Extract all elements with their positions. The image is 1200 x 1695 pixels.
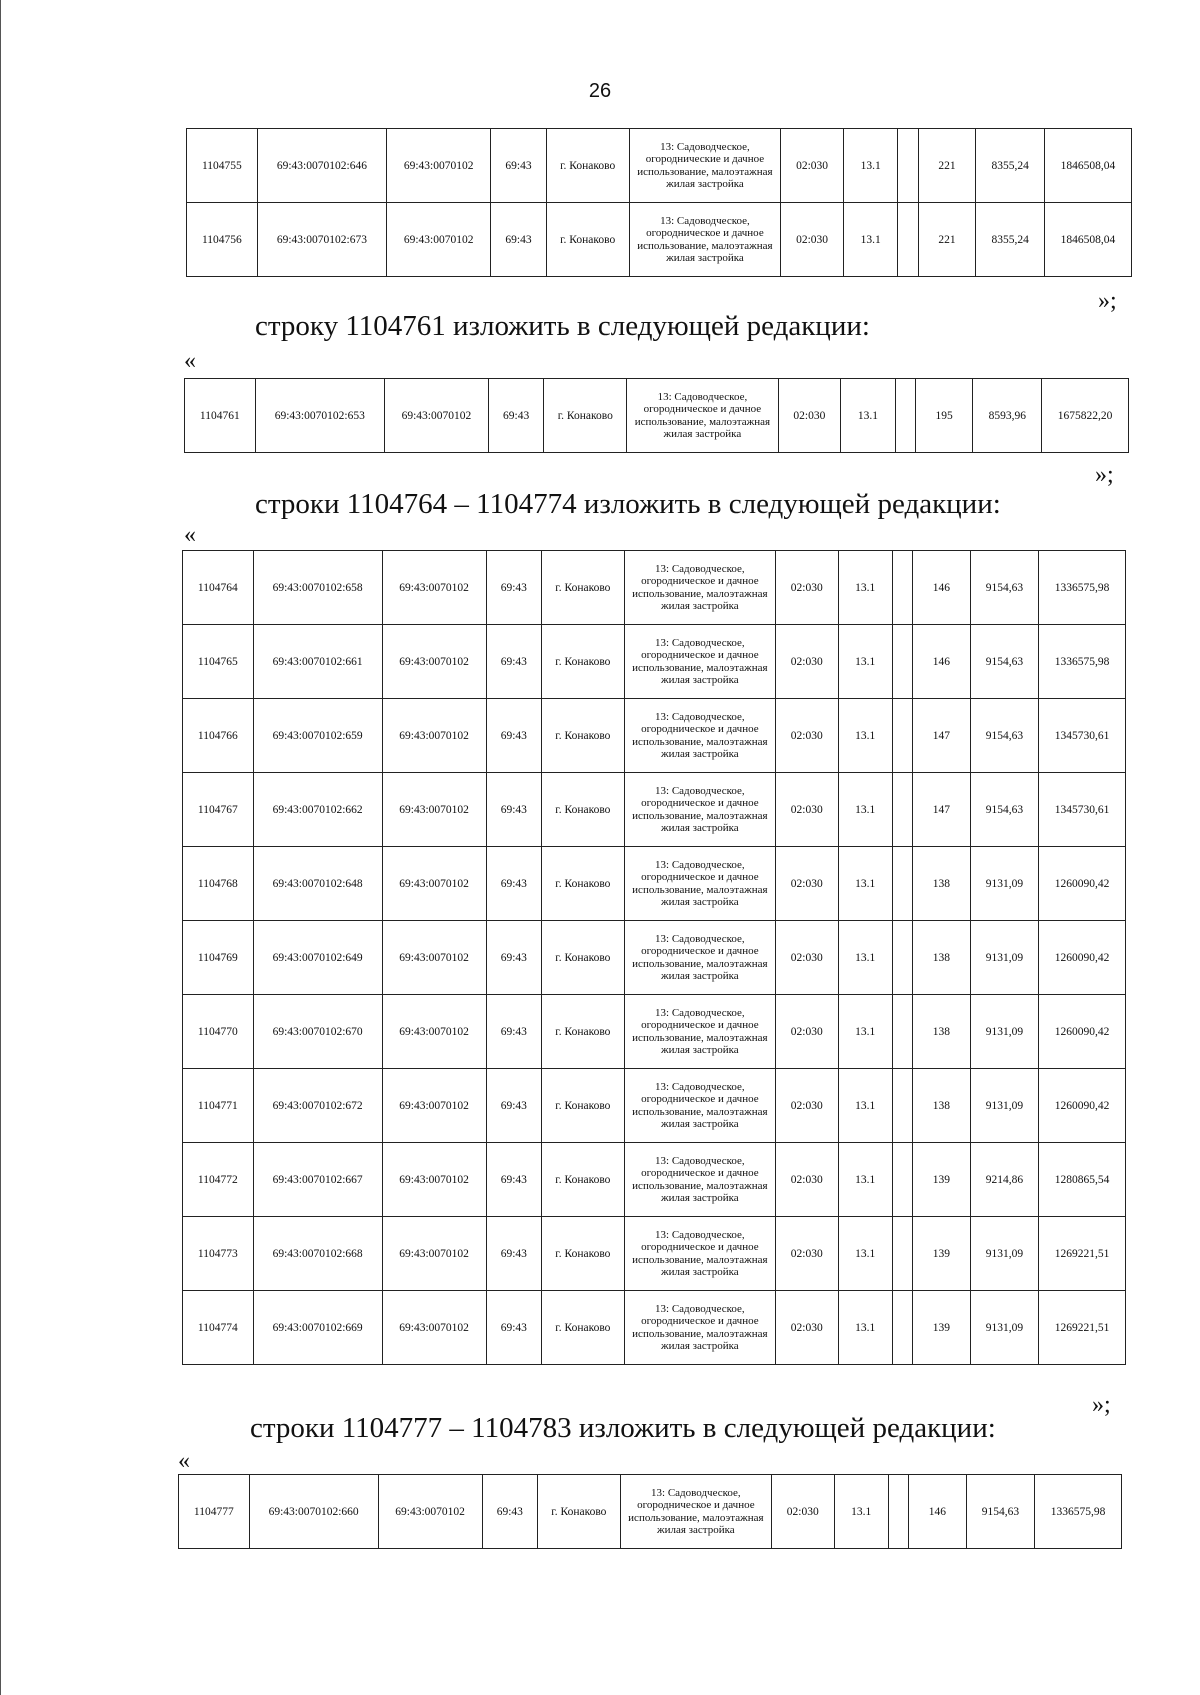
record-id-cell: 1104768: [183, 847, 254, 921]
city-cell: г. Конаково: [542, 995, 625, 1069]
area-cell: 221: [918, 129, 976, 203]
record-id-cell: 1104769: [183, 921, 254, 995]
table-row: [183, 1143, 1126, 1217]
unit-value-cell: 9131,09: [970, 1069, 1039, 1143]
empty-cell: [895, 379, 915, 453]
empty-cell: [898, 129, 918, 203]
city-cell: г. Конаково: [542, 1291, 625, 1365]
unit-value-cell: 9154,63: [970, 699, 1039, 773]
cadastral-block-cell: 69:43:0070102: [382, 1143, 486, 1217]
city-cell: г. Конаково: [542, 1217, 625, 1291]
city-cell: г. Конаково: [542, 773, 625, 847]
zone-code-cell: 02:030: [776, 773, 839, 847]
area-cell: 138: [913, 995, 970, 1069]
district-code-cell: 69:43: [486, 551, 541, 625]
record-id-cell: 1104756: [187, 203, 258, 277]
zone-code-cell: 02:030: [781, 129, 844, 203]
empty-cell: [892, 847, 912, 921]
district-code-cell: 69:43: [482, 1475, 537, 1549]
record-id-cell: 1104771: [183, 1069, 254, 1143]
record-id-cell: 1104755: [187, 129, 258, 203]
area-cell: 146: [909, 1475, 966, 1549]
unit-value-cell: 9214,86: [970, 1143, 1039, 1217]
cadastral-value-cell: 1846508,04: [1044, 203, 1131, 277]
table-row: [183, 1217, 1126, 1291]
empty-cell: [892, 1217, 912, 1291]
area-cell: 147: [913, 773, 970, 847]
group-cell: 13.1: [838, 921, 892, 995]
city-cell: г. Конаково: [544, 379, 627, 453]
cadastral-number-cell: 69:43:0070102:659: [253, 699, 382, 773]
group-cell: 13.1: [838, 699, 892, 773]
area-cell: 221: [918, 203, 976, 277]
property-table-1104761: [184, 378, 1129, 453]
city-cell: г. Конаково: [542, 551, 625, 625]
property-table-1104777: [178, 1474, 1122, 1549]
cadastral-value-cell: 1675822,20: [1042, 379, 1129, 453]
property-table-continuation: [186, 128, 1132, 277]
cadastral-value-cell: 1260090,42: [1039, 995, 1126, 1069]
cadastral-block-cell: 69:43:0070102: [384, 379, 488, 453]
record-id-cell: 1104774: [183, 1291, 254, 1365]
land-use-cell: 13: Садоводческое, огородническое и дачное использование, малоэтажная жилая застройка: [624, 551, 775, 625]
cadastral-number-cell: 69:43:0070102:658: [253, 551, 382, 625]
zone-code-cell: 02:030: [772, 1475, 835, 1549]
district-code-cell: 69:43: [488, 379, 544, 453]
cadastral-value-cell: 1846508,04: [1044, 129, 1131, 203]
district-code-cell: 69:43: [486, 699, 541, 773]
empty-cell: [892, 551, 912, 625]
land-use-cell: 13: Садоводческое, огородническое и дачное использование, малоэтажная жилая застройка: [624, 773, 775, 847]
cadastral-number-cell: 69:43:0070102:646: [257, 129, 386, 203]
empty-cell: [892, 625, 912, 699]
cadastral-value-cell: 1260090,42: [1039, 921, 1126, 995]
area-cell: 147: [913, 699, 970, 773]
zone-code-cell: 02:030: [776, 1217, 839, 1291]
cadastral-block-cell: 69:43:0070102: [382, 625, 486, 699]
cadastral-value-cell: 1280865,54: [1039, 1143, 1126, 1217]
group-cell: 13.1: [838, 847, 892, 921]
empty-cell: [898, 203, 918, 277]
land-use-cell: 13: Садоводческое, огородническое и дачное использование, малоэтажная жилая застройка: [624, 995, 775, 1069]
district-code-cell: 69:43: [486, 1291, 541, 1365]
district-code-cell: 69:43: [486, 773, 541, 847]
cadastral-number-cell: 69:43:0070102:670: [253, 995, 382, 1069]
empty-cell: [892, 995, 912, 1069]
city-cell: г. Конаково: [546, 203, 629, 277]
page-edge: [0, 0, 1, 1695]
table-row: [183, 1069, 1126, 1143]
area-cell: 138: [913, 1069, 970, 1143]
table-row: [187, 203, 1132, 277]
zone-code-cell: 02:030: [776, 921, 839, 995]
table-row: [183, 625, 1126, 699]
cadastral-block-cell: 69:43:0070102: [382, 847, 486, 921]
city-cell: г. Конаково: [542, 699, 625, 773]
city-cell: г. Конаково: [542, 1143, 625, 1217]
cadastral-block-cell: 69:43:0070102: [387, 129, 491, 203]
empty-cell: [892, 1069, 912, 1143]
cadastral-block-cell: 69:43:0070102: [378, 1475, 482, 1549]
land-use-cell: 13: Садоводческое, огородническое и дачное использование, малоэтажная жилая застройка: [620, 1475, 771, 1549]
cadastral-number-cell: 69:43:0070102:667: [253, 1143, 382, 1217]
record-id-cell: 1104766: [183, 699, 254, 773]
zone-code-cell: 02:030: [778, 379, 841, 453]
district-code-cell: 69:43: [491, 129, 547, 203]
group-cell: 13.1: [834, 1475, 888, 1549]
district-code-cell: 69:43: [486, 995, 541, 1069]
table-row: [183, 1291, 1126, 1365]
section-heading: строки 1104777 – 1104783 изложить в следующей редакции:: [250, 1412, 996, 1444]
record-id-cell: 1104770: [183, 995, 254, 1069]
unit-value-cell: 9154,63: [966, 1475, 1035, 1549]
cadastral-block-cell: 69:43:0070102: [382, 551, 486, 625]
zone-code-cell: 02:030: [776, 625, 839, 699]
table-row: [183, 773, 1126, 847]
zone-code-cell: 02:030: [776, 1291, 839, 1365]
district-code-cell: 69:43: [486, 1143, 541, 1217]
city-cell: г. Конаково: [542, 921, 625, 995]
unit-value-cell: 9154,63: [970, 625, 1039, 699]
page-number: 26: [588, 80, 612, 102]
table-row: [183, 847, 1126, 921]
cadastral-number-cell: 69:43:0070102:653: [255, 379, 384, 453]
zone-code-cell: 02:030: [776, 847, 839, 921]
group-cell: 13.1: [838, 1069, 892, 1143]
cadastral-value-cell: 1336575,98: [1039, 625, 1126, 699]
zone-code-cell: 02:030: [781, 203, 844, 277]
land-use-cell: 13: Садоводческое, огородническое и дачное использование, малоэтажная жилая застройка: [627, 379, 778, 453]
table-row: [187, 129, 1132, 203]
cadastral-value-cell: 1345730,61: [1039, 773, 1126, 847]
area-cell: 138: [913, 921, 970, 995]
table-row: [183, 699, 1126, 773]
record-id-cell: 1104772: [183, 1143, 254, 1217]
empty-cell: [892, 921, 912, 995]
cadastral-number-cell: 69:43:0070102:662: [253, 773, 382, 847]
cadastral-block-cell: 69:43:0070102: [387, 203, 491, 277]
land-use-cell: 13: Садоводческое, огородническое и дачное использование, малоэтажная жилая застройка: [624, 625, 775, 699]
area-cell: 139: [913, 1291, 970, 1365]
cadastral-block-cell: 69:43:0070102: [382, 1217, 486, 1291]
unit-value-cell: 9154,63: [970, 773, 1039, 847]
empty-cell: [892, 773, 912, 847]
cadastral-value-cell: 1345730,61: [1039, 699, 1126, 773]
table-row: [183, 995, 1126, 1069]
zone-code-cell: 02:030: [776, 699, 839, 773]
record-id-cell: 1104777: [179, 1475, 250, 1549]
table-row: [183, 921, 1126, 995]
district-code-cell: 69:43: [486, 847, 541, 921]
land-use-cell: 13: Садоводческое, огородническое и дачное использование, малоэтажная жилая застройка: [624, 1143, 775, 1217]
closing-quote: »;: [1092, 1392, 1111, 1418]
cadastral-value-cell: 1336575,98: [1035, 1475, 1122, 1549]
cadastral-number-cell: 69:43:0070102:673: [257, 203, 386, 277]
cadastral-block-cell: 69:43:0070102: [382, 773, 486, 847]
opening-quote: «: [178, 1448, 190, 1474]
land-use-cell: 13: Садоводческое, огородническое и дачное использование, малоэтажная жилая застройка: [624, 1217, 775, 1291]
district-code-cell: 69:43: [486, 921, 541, 995]
land-use-cell: 13: Садоводческое, огородническое и дачное использование, малоэтажная жилая застройка: [624, 699, 775, 773]
group-cell: 13.1: [838, 995, 892, 1069]
zone-code-cell: 02:030: [776, 551, 839, 625]
cadastral-block-cell: 69:43:0070102: [382, 1291, 486, 1365]
group-cell: 13.1: [843, 129, 898, 203]
table-row: [183, 551, 1126, 625]
group-cell: 13.1: [838, 773, 892, 847]
group-cell: 13.1: [838, 1291, 892, 1365]
unit-value-cell: 9131,09: [970, 1291, 1039, 1365]
land-use-cell: 13: Садоводческое, огородническое и дачное использование, малоэтажная жилая застройка: [624, 1291, 775, 1365]
land-use-cell: 13: Садоводческое, огородническое и дачное использование, малоэтажная жилая застройка: [624, 921, 775, 995]
record-id-cell: 1104773: [183, 1217, 254, 1291]
unit-value-cell: 8355,24: [976, 203, 1045, 277]
cadastral-block-cell: 69:43:0070102: [382, 921, 486, 995]
section-heading: строки 1104764 – 1104774 изложить в следующей редакции:: [255, 488, 1001, 520]
zone-code-cell: 02:030: [776, 995, 839, 1069]
record-id-cell: 1104764: [183, 551, 254, 625]
empty-cell: [892, 699, 912, 773]
district-code-cell: 69:43: [486, 1217, 541, 1291]
zone-code-cell: 02:030: [776, 1143, 839, 1217]
city-cell: г. Конаково: [542, 1069, 625, 1143]
cadastral-number-cell: 69:43:0070102:648: [253, 847, 382, 921]
zone-code-cell: 02:030: [776, 1069, 839, 1143]
city-cell: г. Конаково: [538, 1475, 621, 1549]
cadastral-value-cell: 1269221,51: [1039, 1217, 1126, 1291]
land-use-cell: 13: Садоводческое, огородническое и дачное использование, малоэтажная жилая застройка: [624, 847, 775, 921]
district-code-cell: 69:43: [486, 1069, 541, 1143]
table-row: [185, 379, 1129, 453]
city-cell: г. Конаково: [546, 129, 629, 203]
city-cell: г. Конаково: [542, 847, 625, 921]
cadastral-value-cell: 1260090,42: [1039, 1069, 1126, 1143]
land-use-cell: 13: Садоводческое, огороднические и дачное использование, малоэтажная жилая застройка: [629, 129, 781, 203]
area-cell: 138: [913, 847, 970, 921]
cadastral-block-cell: 69:43:0070102: [382, 699, 486, 773]
area-cell: 146: [913, 551, 970, 625]
closing-quote: »;: [1098, 288, 1117, 314]
land-use-cell: 13: Садоводческое, огородническое и дачное использование, малоэтажная жилая застройка: [629, 203, 781, 277]
cadastral-number-cell: 69:43:0070102:668: [253, 1217, 382, 1291]
group-cell: 13.1: [838, 551, 892, 625]
group-cell: 13.1: [838, 1217, 892, 1291]
unit-value-cell: 9131,09: [970, 1217, 1039, 1291]
group-cell: 13.1: [841, 379, 896, 453]
record-id-cell: 1104761: [185, 379, 256, 453]
closing-quote: »;: [1095, 462, 1114, 488]
record-id-cell: 1104765: [183, 625, 254, 699]
property-table-1104764-1104774: [182, 550, 1126, 1365]
cadastral-value-cell: 1336575,98: [1039, 551, 1126, 625]
area-cell: 195: [915, 379, 973, 453]
opening-quote: «: [184, 348, 196, 374]
land-use-cell: 13: Садоводческое, огородническое и дачное использование, малоэтажная жилая застройка: [624, 1069, 775, 1143]
area-cell: 139: [913, 1143, 970, 1217]
unit-value-cell: 8355,24: [976, 129, 1045, 203]
district-code-cell: 69:43: [486, 625, 541, 699]
unit-value-cell: 8593,96: [973, 379, 1042, 453]
area-cell: 146: [913, 625, 970, 699]
cadastral-block-cell: 69:43:0070102: [382, 995, 486, 1069]
cadastral-block-cell: 69:43:0070102: [382, 1069, 486, 1143]
unit-value-cell: 9131,09: [970, 995, 1039, 1069]
section-heading: строку 1104761 изложить в следующей редакции:: [255, 310, 870, 342]
empty-cell: [892, 1291, 912, 1365]
cadastral-value-cell: 1260090,42: [1039, 847, 1126, 921]
city-cell: г. Конаково: [542, 625, 625, 699]
unit-value-cell: 9131,09: [970, 847, 1039, 921]
cadastral-number-cell: 69:43:0070102:649: [253, 921, 382, 995]
group-cell: 13.1: [838, 625, 892, 699]
district-code-cell: 69:43: [491, 203, 547, 277]
cadastral-value-cell: 1269221,51: [1039, 1291, 1126, 1365]
group-cell: 13.1: [838, 1143, 892, 1217]
empty-cell: [888, 1475, 908, 1549]
cadastral-number-cell: 69:43:0070102:669: [253, 1291, 382, 1365]
record-id-cell: 1104767: [183, 773, 254, 847]
table-row: [179, 1475, 1122, 1549]
cadastral-number-cell: 69:43:0070102:660: [249, 1475, 378, 1549]
group-cell: 13.1: [843, 203, 898, 277]
empty-cell: [892, 1143, 912, 1217]
unit-value-cell: 9131,09: [970, 921, 1039, 995]
cadastral-number-cell: 69:43:0070102:672: [253, 1069, 382, 1143]
opening-quote: «: [184, 522, 196, 548]
cadastral-number-cell: 69:43:0070102:661: [253, 625, 382, 699]
area-cell: 139: [913, 1217, 970, 1291]
unit-value-cell: 9154,63: [970, 551, 1039, 625]
